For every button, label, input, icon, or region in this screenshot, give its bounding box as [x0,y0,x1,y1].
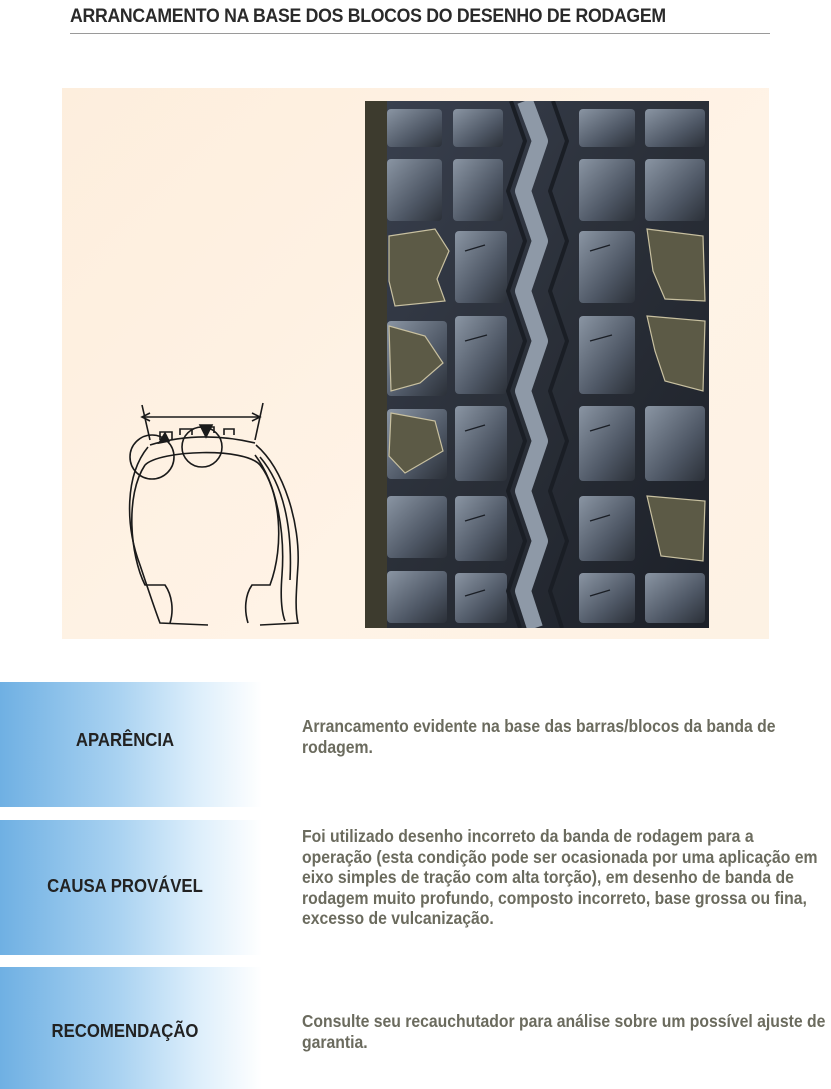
row-recommendation [0,967,831,1089]
row-label: RECOMENDAÇÃO [51,1021,199,1041]
row-text: Arrancamento evidente na base das barras/blocos da banda de rodagem. [302,716,776,757]
page-title: ARRANCAMENTO NA BASE DOS BLOCOS DO DESENHO DE RODAGEM [70,6,666,27]
title-divider [70,33,770,34]
row-label: APARÊNCIA [75,730,175,750]
row-appearance [0,682,831,807]
row-probable-cause [0,820,831,955]
row-text: Consulte seu recauchutador para análise sobre um possível ajuste de garantia. [302,1011,826,1052]
row-text: Foi utilizado desenho incorreto da banda de rodagem para a operação (esta condição pode ser ocasionada por uma aplicação em eixo simples de tração com alta torção), em desenho de banda de rodagem muito profundo, composto incorreto, base grossa ou fina, excesso de vulcanização. [302,826,818,928]
tire-cross-section-diagram [120,395,320,635]
row-label: CAUSA PROVÁVEL [47,876,203,896]
tread-damage-photo [365,101,709,628]
